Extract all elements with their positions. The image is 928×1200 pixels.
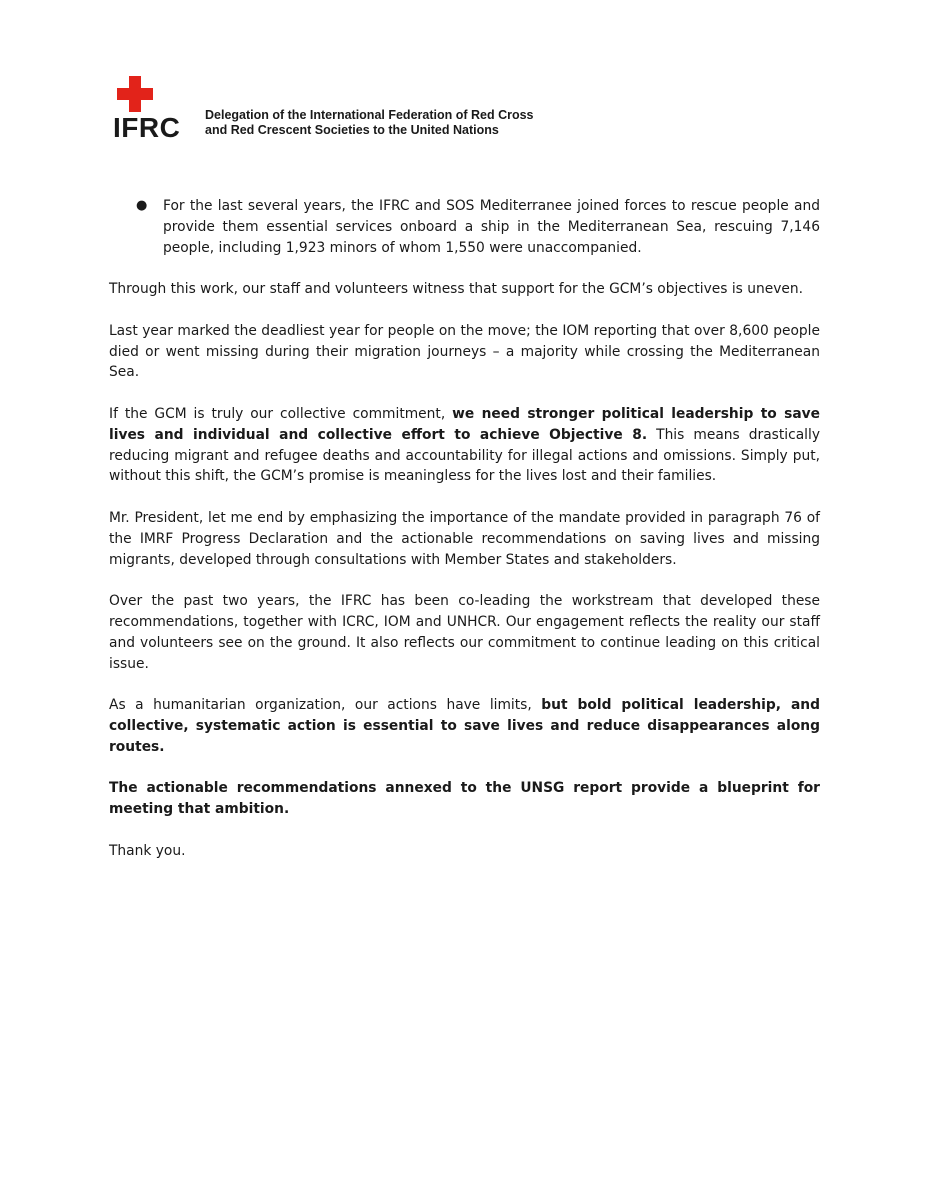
delegation-title	[205, 108, 665, 138]
paragraph-mandate: Mr. President, let me end by emphasizing the importance of the mandate provided in paragraph 76 of the IMRF Progress Declaration and the actionable recommendations on saving lives and missing migrants, developed through consultations with Member States and stakeholders.	[109, 509, 820, 568]
ifrc-logo-text: IFRC	[113, 112, 181, 143]
paragraph-workstream: Over the past two years, the IFRC has been co-leading the workstream that developed these recommendations, together with ICRC, IOM and UNHCR. Our engagement reflects the reality our staff and volunteers see on the ground. It also reflects our commitment to continue leading on this critical issue.	[109, 593, 820, 672]
paragraph-deadliest-year: Last year marked the deadliest year for people on the move; the IOM reporting that over 8,600 people died or went missing during their migration journeys – a majority while crossing the Mediterranean Sea.	[109, 322, 820, 381]
bullet-text: For the last several years, the IFRC and SOS Mediterranee joined forces to rescue people and provide them essential services onboard a ship in the Mediterranean Sea, rescuing 7,146 people, including 1,923 minors of whom 1,550 were unaccompanied.	[163, 198, 820, 256]
paragraph-thank-you: Thank you.	[109, 842, 186, 859]
paragraph-humanitarian-limits	[109, 695, 820, 757]
p6-bold-text: but bold political leadership, and collective, systematic action is essential to save lives and reduce disappearances along routes.	[109, 697, 820, 755]
delegation-line-2: and Red Crescent Societies to the United Nations	[205, 123, 499, 137]
delegation-line-1: Delegation of the International Federation of Red Cross	[205, 108, 534, 122]
paragraph-support-uneven: Through this work, our staff and volunteers witness that support for the GCM’s objectives is uneven.	[109, 281, 804, 298]
bullet-marker: ●	[136, 198, 148, 213]
p6-text-start: As a humanitarian organization, our actions have limits,	[109, 697, 542, 714]
document-body	[109, 196, 820, 882]
paragraph-blueprint	[109, 778, 820, 820]
red-crescent-icon	[159, 68, 209, 112]
p3-text-end: This means drastically reducing migrant and refugee deaths and accountability for illegal actions and omissions. Simply put, without this shift, the GCM’s promise is meaningless for the lives lost and their families.	[109, 426, 820, 485]
paragraph-gcm-commitment	[109, 404, 820, 487]
red-cross-icon	[117, 76, 153, 112]
bullet-item	[136, 196, 820, 258]
p3-bold-text: we need stronger political leadership to save lives and individual and collective effort to achieve Objective 8.	[109, 405, 820, 443]
p3-text-start: If the GCM is truly our collective commitment,	[109, 405, 453, 422]
p7-bold-text: The actionable recommendations annexed to the UNSG report provide a blueprint for meeting that ambition.	[109, 780, 820, 818]
